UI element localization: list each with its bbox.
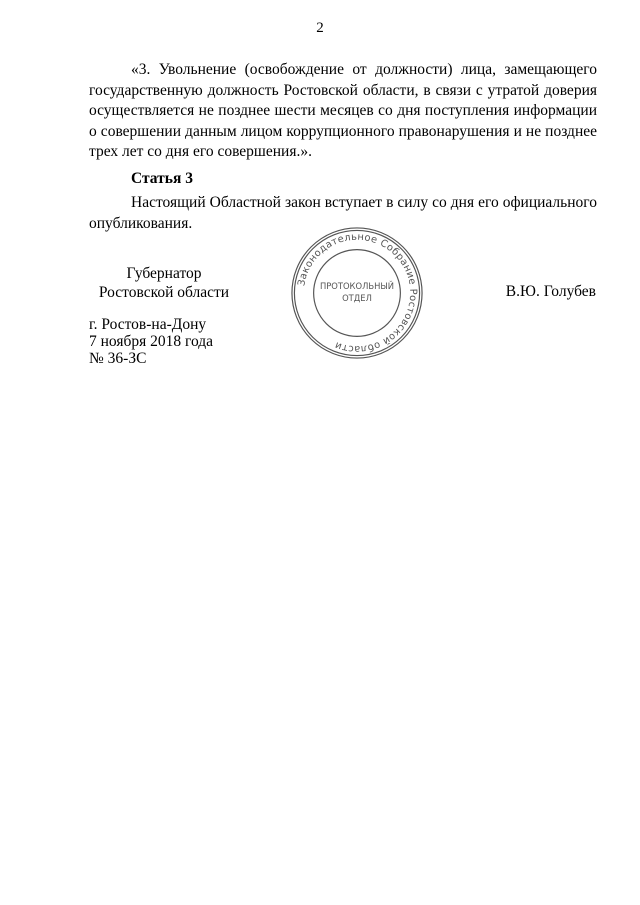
paragraph-entry-into-force: Настоящий Областной закон вступает в силу со дня его официального опубликования. — [89, 194, 597, 232]
signatory-title — [89, 264, 239, 302]
paragraph-amendment: «3. Увольнение (освобождение от должности) лица, замещающего государственную должность Ростовской области, в связи с утратой доверия осуществляется не позднее шести месяцев со дня поступления информации о совершении данным лицом коррупционного правонарушения и не позднее трех лет со дня его совершения.». — [89, 61, 597, 160]
stamp-ring-text: Законодательное Собрание Ростовской области — [296, 231, 419, 355]
law-number: № 36-ЗС — [89, 350, 147, 367]
date: 7 ноября 2018 года — [89, 333, 214, 350]
place-date-block — [89, 316, 213, 367]
signatory-name: В.Ю. Голубев — [505, 283, 596, 300]
stamp-center-line-2: ОТДЕЛ — [342, 292, 372, 303]
signatory-title-line-2: Ростовской области — [98, 284, 230, 301]
article-heading: Статья 3 — [131, 170, 193, 187]
page-number: 2 — [316, 20, 324, 36]
signatory-title-line-1: Губернатор — [126, 265, 202, 282]
official-stamp — [288, 224, 426, 362]
stamp-center-line-1: ПРОТОКОЛЬНЫЙ — [319, 281, 395, 292]
city: г. Ростов-на-Дону — [89, 316, 207, 333]
